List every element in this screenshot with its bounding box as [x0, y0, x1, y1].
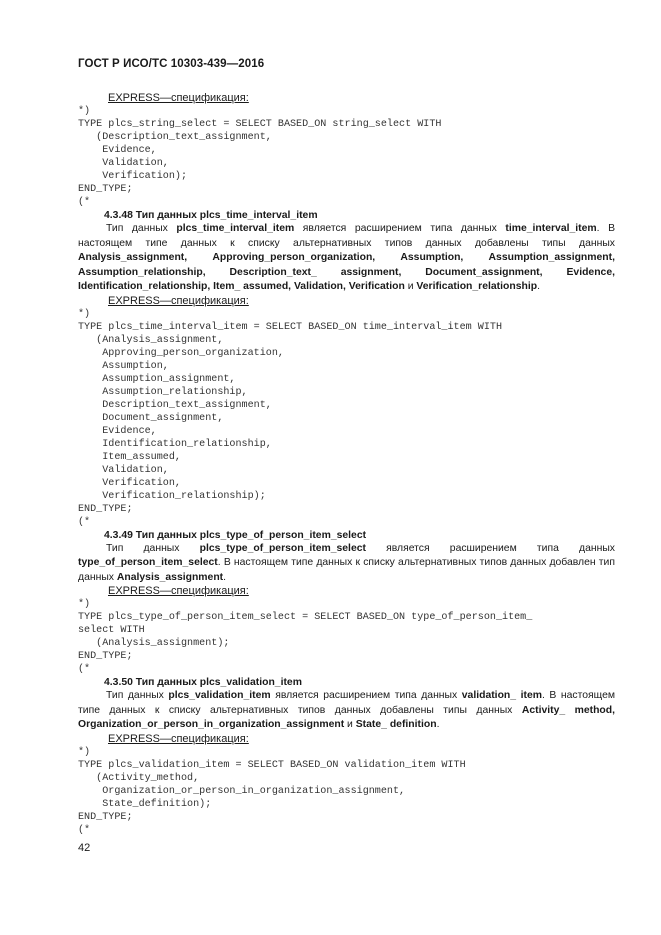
express-spec-label: EXPRESS—спецификация:: [108, 585, 249, 597]
code-block: *) TYPE plcs_validation_item = SELECT BASED_ON validation_item WITH (Activity_method, Organization_or_person_in_organization_assignment, State_definition); END_TYPE; (*: [78, 746, 466, 836]
section-paragraph: Тип данных plcs_time_interval_item является расширением типа данных time_interval_item. В настоящем типе данных к списку альтернативных типов данных добавлены типы данных Analysis_assignment, Approving_person_organization, Assumption, Assumption_assignment, Assumption_relationship, Description_text_ assignment, Document_assignment, Evidence, Identification_relationship, Item_ assumed, Validation, Verification и Verification_relationship.: [78, 223, 615, 292]
express-spec-label: EXPRESS—спецификация:: [108, 294, 249, 307]
section-heading: 4.3.50 Тип данных plcs_validation_item: [104, 677, 302, 688]
code-block: *) TYPE plcs_type_of_person_item_select = SELECT BASED_ON type_of_person_item_ select WITH (Analysis_assignment); END_TYPE; (*: [78, 599, 533, 675]
document-header: ГОСТ Р ИСО/ТС 10303-439—2016: [78, 58, 265, 70]
section-paragraph: Тип данных plcs_type_of_person_item_select является расширением типа данных type_of_person_item_select. В настоящем типе данных к списку альтернативных типов данных добавлен тип данных Analysis_assignment.: [78, 542, 615, 583]
section-heading: 4.3.48 Тип данных plcs_time_interval_item: [104, 210, 318, 221]
express-spec-label: EXPRESS—спецификация:: [108, 732, 249, 745]
section-paragraph: Тип данных plcs_validation_item является расширением типа данных validation_ item. В настоящем типе данных к списку альтернативных типов данных добавлены типы данных Activity_ method, Organization_or_person_in_organization_assignment и State_ definition.: [78, 690, 616, 730]
page-number: 42: [78, 842, 91, 854]
code-block: *) TYPE plcs_string_select = SELECT BASED_ON string_select WITH (Description_text_assignment, Evidence, Validation, Verification); END_TYPE; (*: [78, 106, 442, 208]
code-block: *) TYPE plcs_time_interval_item = SELECT BASED_ON time_interval_item WITH (Analysis_assignment, Approving_person_organization, Assumption, Assumption_assignment, Assumption_relationship, Description_text_assignment, Document_assignment, Evidence, Identification_relationship, Item_assumed, Validation, Verification, Verification_relationship); END_TYPE; (*: [78, 308, 503, 528]
express-spec-label: EXPRESS—спецификация:: [108, 92, 249, 104]
document-body: [78, 92, 615, 837]
section-heading: 4.3.49 Тип данных plcs_type_of_person_item_select: [104, 529, 367, 541]
